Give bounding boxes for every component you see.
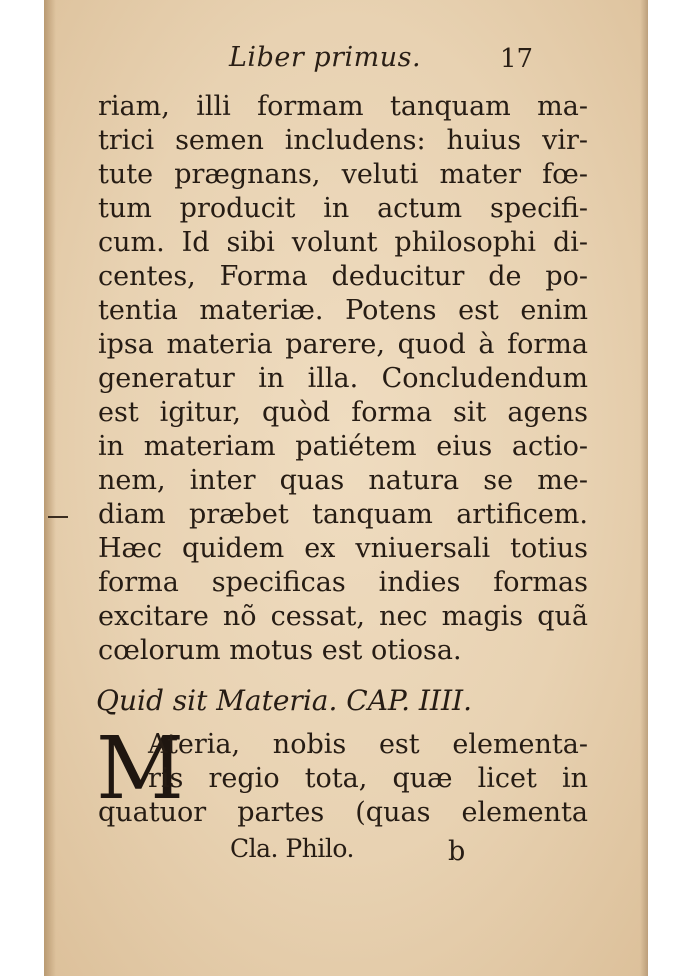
margin-mark	[48, 516, 68, 518]
chapter-text-line: quatuor partes (quas elementa	[98, 797, 588, 828]
page-gutter-shadow	[44, 0, 56, 976]
book-page	[44, 0, 648, 976]
signature-line: Cla. Philo.	[230, 834, 354, 863]
chapter-text-line: ris regio tota, quæ licet in	[148, 763, 588, 794]
text-line: generatur in illa. Concludendum	[98, 363, 588, 394]
text-line: riam, illi formam tanquam ma-	[98, 91, 588, 122]
text-line: excitare nõ cessat, nec magis quã	[98, 601, 588, 632]
text-line: tentia materiæ. Potens est enim	[98, 295, 588, 326]
text-line: forma specificas indies formas	[98, 567, 588, 598]
text-line: cœlorum motus est otiosa.	[98, 635, 462, 666]
page-edge-shadow	[640, 0, 648, 976]
text-line: centes, Forma deducitur de po-	[98, 261, 588, 292]
text-line: tum producit in actum specifi-	[98, 193, 588, 224]
page-number: 17	[500, 44, 534, 74]
text-line: nem, inter quas natura se me-	[98, 465, 588, 496]
chapter-heading: Quid sit Materia. CAP. IIII.	[96, 684, 473, 717]
drop-cap: M	[96, 719, 185, 819]
text-line: in materiam patiétem eius actio-	[98, 431, 588, 462]
text-line: diam præbet tanquam artificem.	[98, 499, 588, 530]
text-line: est igitur, quòd forma sit agens	[98, 397, 588, 428]
signature-mark: b	[448, 836, 466, 867]
text-line: Hæc quidem ex vniuersali totius	[98, 533, 588, 564]
chapter-text-line: Ateria, nobis est elementa-	[148, 729, 588, 760]
text-line: tute prægnans, veluti mater fœ-	[98, 159, 588, 190]
running-title: Liber primus.	[229, 42, 422, 73]
text-line: ipsa materia parere, quod à forma	[98, 329, 588, 360]
text-line: cum. Id sibi volunt philosophi di-	[98, 227, 588, 258]
text-line: trici semen includens: huius vir-	[98, 125, 588, 156]
